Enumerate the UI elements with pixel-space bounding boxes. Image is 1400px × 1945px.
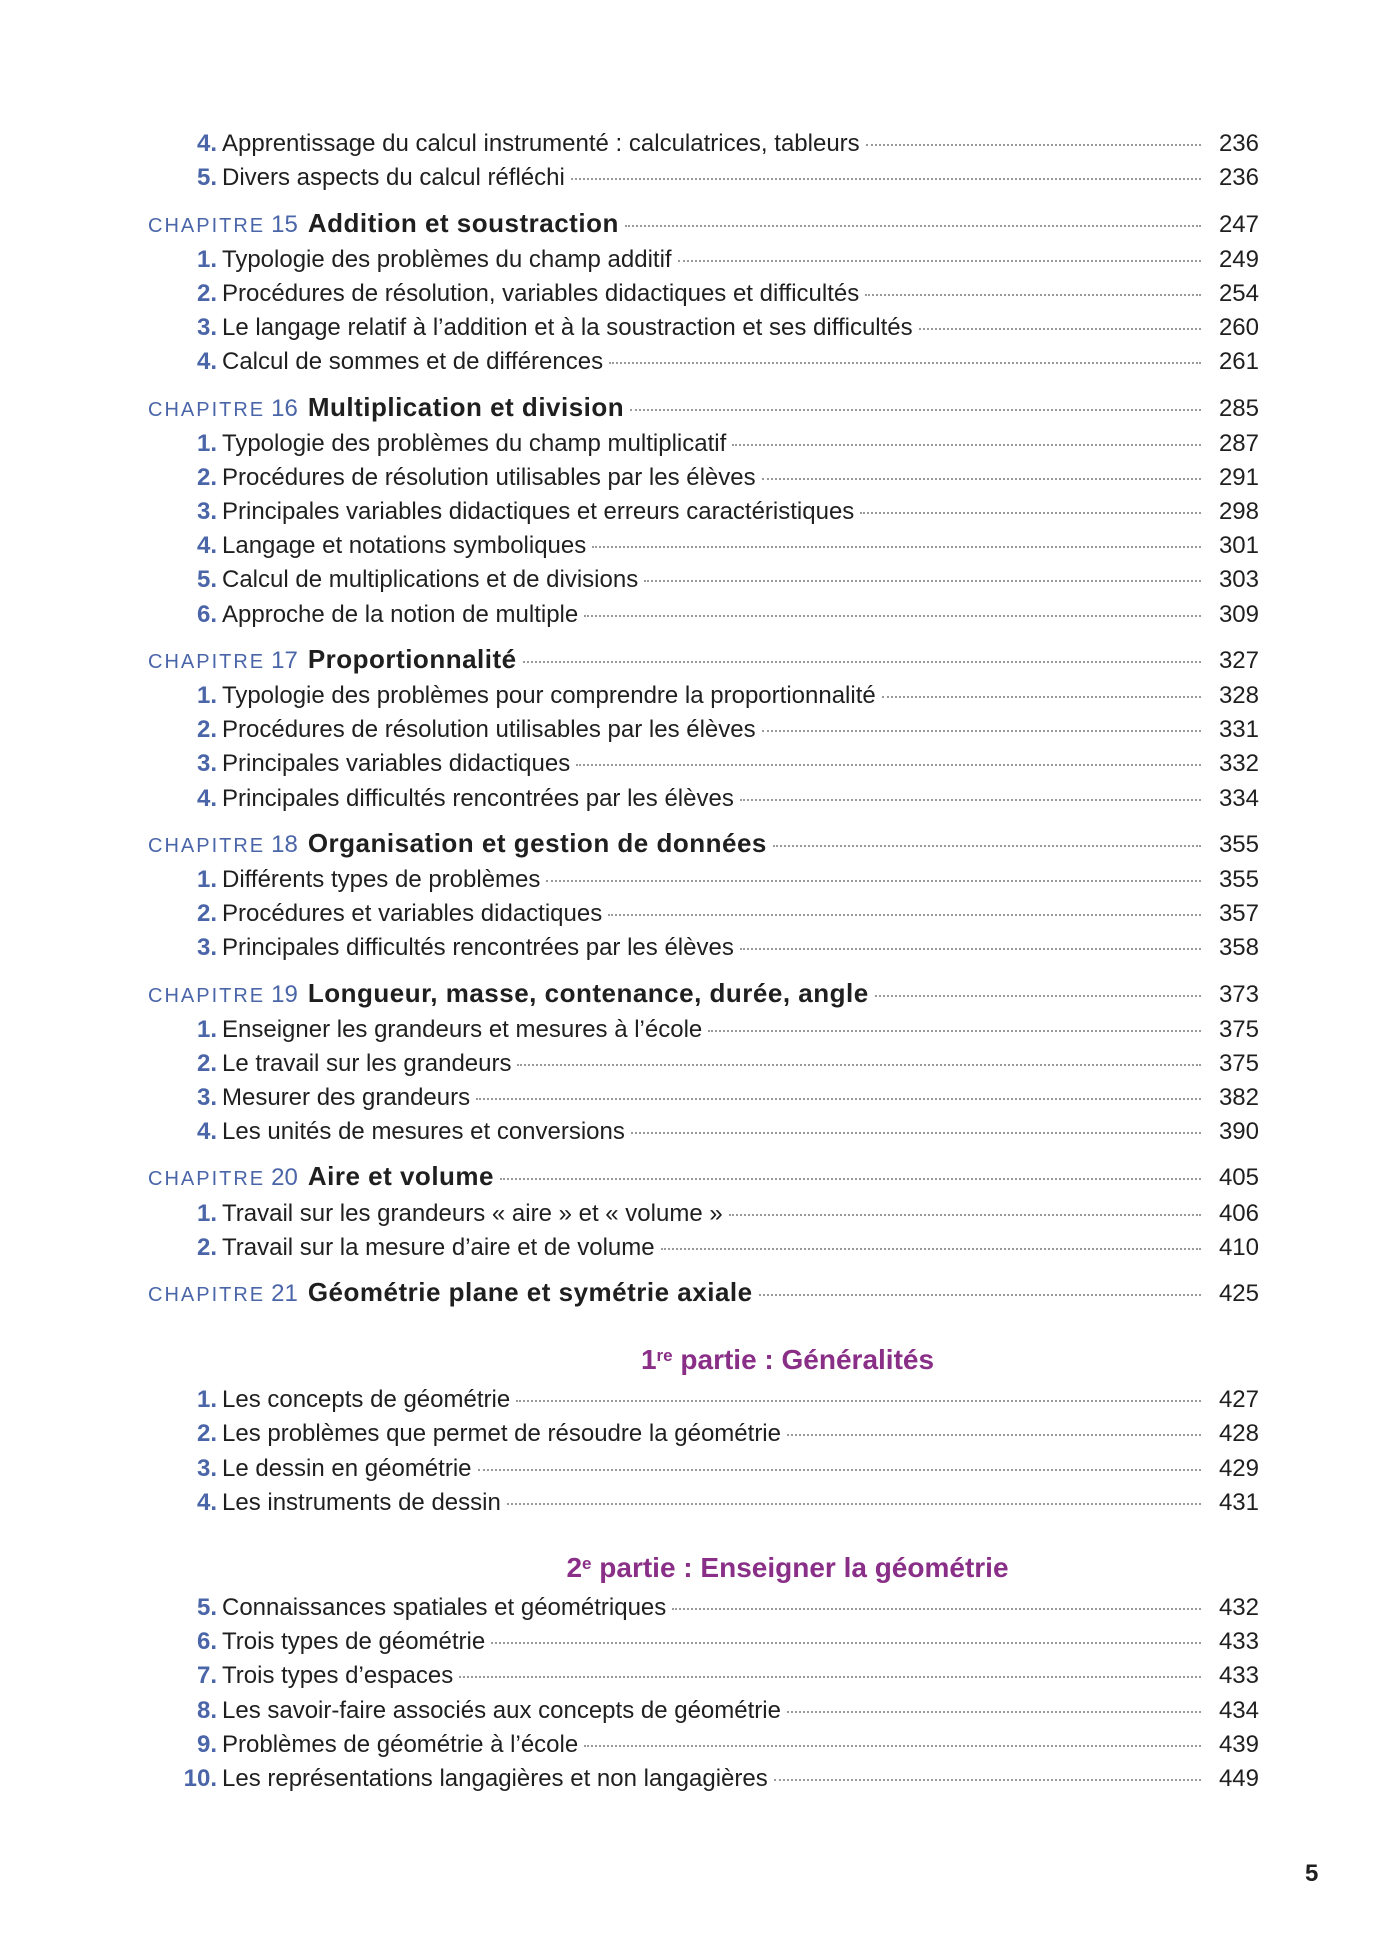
toc-item	[0, 781, 1400, 815]
item-number: 1.	[196, 1015, 217, 1043]
dot-leader	[584, 1745, 1201, 1747]
item-title: Connaissances spatiales et géométriques	[222, 1593, 667, 1621]
chapter-page: 405	[1218, 1164, 1259, 1192]
toc-item	[0, 243, 1400, 277]
item-page: 260	[1218, 314, 1259, 342]
item-page: 406	[1218, 1199, 1259, 1227]
toc-item	[0, 679, 1400, 713]
chapter-label: CHAPITRE	[148, 834, 266, 857]
item-title: Procédures de résolution, variables didactiques et difficultés	[222, 279, 860, 307]
item-page: 410	[1218, 1233, 1259, 1261]
chapter-number: 19	[271, 980, 298, 1008]
item-number: 4.	[196, 784, 217, 812]
toc-chapter	[0, 645, 1400, 679]
dot-leader	[762, 478, 1201, 480]
chapter-number: 16	[271, 394, 298, 422]
part-number: 2	[566, 1551, 583, 1583]
item-number: 1.	[196, 245, 217, 273]
item-number: 2.	[196, 1420, 217, 1448]
item-title: Travail sur les grandeurs « aire » et « volume »	[222, 1199, 723, 1227]
dot-leader	[678, 260, 1201, 262]
item-title: Procédures et variables didactiques	[222, 900, 603, 928]
toc-item	[0, 1383, 1400, 1417]
item-page: 331	[1218, 716, 1259, 744]
item-page: 254	[1218, 279, 1259, 307]
toc-item	[0, 127, 1400, 161]
item-title: Principales difficultés rencontrées par les élèves	[222, 784, 734, 812]
dot-leader	[630, 409, 1201, 411]
part-ordinal-suffix: e	[582, 1553, 592, 1573]
item-number: 6.	[196, 600, 217, 628]
item-number: 5.	[196, 164, 217, 192]
dot-leader	[523, 661, 1201, 663]
chapter-page: 285	[1218, 394, 1259, 422]
item-number: 4.	[196, 1118, 217, 1146]
chapter-label: CHAPITRE	[148, 650, 266, 673]
item-title: Apprentissage du calcul instrumenté : calculatrices, tableurs	[222, 130, 860, 158]
dot-leader	[787, 1434, 1201, 1436]
dot-leader	[644, 580, 1201, 582]
toc-chapter	[0, 392, 1400, 426]
toc-item	[0, 1451, 1400, 1485]
item-page: 433	[1218, 1628, 1259, 1656]
chapter-page: 247	[1218, 210, 1259, 238]
toc-item	[0, 1417, 1400, 1451]
item-number: 3.	[196, 314, 217, 342]
toc-item	[0, 427, 1400, 461]
dot-leader	[787, 1711, 1201, 1713]
dot-leader	[762, 730, 1201, 732]
toc-item	[0, 1196, 1400, 1230]
chapter-number: 20	[271, 1164, 298, 1192]
item-number: 3.	[196, 934, 217, 962]
chapter-label: CHAPITRE	[148, 1168, 266, 1191]
toc-item	[0, 863, 1400, 897]
item-title: Typologie des problèmes pour comprendre la proportionnalité	[222, 682, 876, 709]
dot-leader	[860, 512, 1201, 514]
item-page: 261	[1218, 348, 1259, 376]
item-page: 433	[1218, 1662, 1259, 1690]
item-number: 4.	[196, 348, 217, 376]
toc-item	[0, 1591, 1400, 1625]
toc-item	[0, 1231, 1400, 1265]
toc-item	[0, 713, 1400, 747]
item-page: 434	[1218, 1696, 1259, 1724]
chapter-title: Proportionnalité	[307, 643, 517, 674]
dot-leader	[491, 1642, 1201, 1644]
toc-item	[0, 1762, 1400, 1796]
toc-item	[0, 529, 1400, 563]
toc-item	[0, 597, 1400, 631]
item-title: Approche de la notion de multiple	[222, 600, 579, 628]
item-number: 3.	[196, 498, 217, 526]
toc-item	[0, 563, 1400, 597]
toc-item	[0, 897, 1400, 931]
item-page: 390	[1218, 1118, 1259, 1146]
item-page: 301	[1218, 532, 1259, 560]
item-title: Langage et notations symboliques	[222, 532, 587, 560]
dot-leader	[740, 948, 1201, 950]
item-number: 5.	[196, 566, 217, 594]
item-page: 427	[1218, 1386, 1259, 1414]
item-page: 432	[1218, 1593, 1259, 1621]
page-number: 5	[1305, 1860, 1319, 1887]
item-title: Différents types de problèmes	[222, 865, 541, 893]
item-title: Les savoir-faire associés aux concepts de géométrie	[222, 1696, 781, 1724]
item-page: 382	[1218, 1084, 1259, 1112]
item-number: 4.	[196, 1488, 217, 1516]
item-page: 449	[1218, 1764, 1259, 1792]
item-number: 2.	[196, 463, 217, 491]
item-page: 439	[1218, 1730, 1259, 1758]
item-title: Mesurer des grandeurs	[222, 1084, 471, 1112]
chapter-number: 15	[271, 210, 298, 238]
item-number: 8.	[196, 1696, 217, 1724]
dot-leader	[773, 845, 1201, 847]
item-page: 236	[1218, 130, 1259, 158]
dot-leader	[631, 1132, 1201, 1134]
dot-leader	[584, 615, 1201, 617]
item-title: Trois types d’espaces	[222, 1662, 454, 1690]
part-number: 1	[640, 1344, 657, 1375]
item-number: 1.	[196, 865, 217, 893]
toc-item	[0, 1693, 1400, 1727]
toc-chapter	[0, 208, 1400, 242]
dot-leader	[546, 880, 1201, 882]
toc-chapter	[0, 978, 1400, 1012]
item-number: 3.	[196, 1454, 217, 1482]
dot-leader	[609, 362, 1201, 364]
toc-item	[0, 345, 1400, 379]
dot-leader	[516, 1400, 1201, 1402]
part-title: partie : Enseigner la géométrie	[599, 1551, 1009, 1583]
item-number: 3.	[196, 1084, 217, 1112]
item-page: 431	[1218, 1488, 1259, 1516]
dot-leader	[608, 914, 1201, 916]
item-number: 4.	[196, 532, 217, 560]
toc-chapter	[0, 1278, 1400, 1312]
item-title: Les unités de mesures et conversions	[222, 1118, 625, 1146]
toc-item	[0, 161, 1400, 195]
item-number: 9.	[196, 1730, 217, 1758]
toc-item	[0, 1013, 1400, 1047]
dot-leader	[661, 1248, 1201, 1250]
dot-leader	[517, 1064, 1201, 1066]
chapter-label: CHAPITRE	[148, 398, 266, 421]
dot-leader	[592, 546, 1201, 548]
item-title: Les concepts de géométrie	[222, 1386, 511, 1414]
dot-leader	[919, 328, 1201, 330]
dot-leader	[459, 1676, 1201, 1678]
item-page: 429	[1218, 1454, 1259, 1482]
chapter-label: CHAPITRE	[148, 214, 266, 237]
item-title: Les instruments de dessin	[222, 1488, 501, 1516]
item-number: 1.	[196, 682, 217, 709]
table-of-contents	[0, 127, 1400, 1796]
item-page: 375	[1218, 1049, 1259, 1077]
item-title: Problèmes de géométrie à l’école	[222, 1730, 579, 1758]
item-number: 3.	[196, 750, 217, 778]
chapter-title: Longueur, masse, contenance, durée, angle	[307, 977, 869, 1008]
item-page: 236	[1218, 164, 1259, 192]
item-page: 355	[1218, 865, 1259, 893]
dot-leader	[708, 1030, 1201, 1032]
dot-leader	[571, 178, 1201, 180]
toc-item	[0, 495, 1400, 529]
toc-chapter	[0, 829, 1400, 863]
item-number: 1.	[196, 429, 217, 457]
item-page: 309	[1218, 600, 1259, 628]
dot-leader	[500, 1178, 1201, 1180]
dot-leader	[476, 1098, 1201, 1100]
chapter-label: CHAPITRE	[148, 1284, 266, 1306]
item-number: 2.	[196, 1049, 217, 1077]
dot-leader	[875, 995, 1201, 997]
item-title: Le travail sur les grandeurs	[222, 1049, 512, 1077]
item-number: 1.	[196, 1386, 217, 1414]
item-title: Calcul de multiplications et de divisions	[222, 566, 639, 594]
chapter-title: Aire et volume	[307, 1161, 494, 1192]
item-title: Le dessin en géométrie	[222, 1454, 472, 1482]
chapter-label: CHAPITRE	[148, 984, 266, 1007]
chapter-page: 327	[1218, 646, 1259, 674]
toc-item	[0, 1115, 1400, 1149]
toc-item	[0, 277, 1400, 311]
item-number: 5.	[196, 1593, 217, 1621]
item-page: 357	[1218, 900, 1259, 928]
item-page: 332	[1218, 750, 1259, 778]
chapter-title: Multiplication et division	[307, 391, 625, 422]
chapter-page: 355	[1218, 830, 1259, 858]
item-page: 358	[1218, 934, 1259, 962]
toc-item	[0, 1047, 1400, 1081]
dot-leader	[576, 764, 1201, 766]
item-page: 428	[1218, 1420, 1259, 1448]
chapter-page: 425	[1218, 1280, 1259, 1307]
dot-leader	[774, 1779, 1201, 1781]
toc-item	[0, 461, 1400, 495]
part-title: partie : Généralités	[680, 1344, 935, 1375]
dot-leader	[882, 696, 1201, 698]
toc-item	[0, 1081, 1400, 1115]
item-page: 249	[1218, 245, 1259, 273]
item-title: Procédures de résolution utilisables par les élèves	[222, 716, 756, 744]
dot-leader	[729, 1214, 1201, 1216]
item-page: 328	[1218, 682, 1259, 709]
toc-chapter	[0, 1162, 1400, 1196]
item-page: 298	[1218, 498, 1259, 526]
item-number: 1.	[196, 1199, 217, 1227]
item-number: 2.	[196, 716, 217, 744]
item-number: 2.	[196, 900, 217, 928]
toc-item	[0, 931, 1400, 965]
item-number: 2.	[196, 279, 217, 307]
item-title: Principales variables didactiques	[222, 750, 571, 778]
item-title: Procédures de résolution utilisables par les élèves	[222, 463, 756, 491]
dot-leader	[865, 294, 1201, 296]
item-page: 287	[1218, 429, 1259, 457]
chapter-title: Addition et soustraction	[307, 207, 619, 238]
item-page: 291	[1218, 463, 1259, 491]
toc-item	[0, 311, 1400, 345]
dot-leader	[759, 1294, 1201, 1296]
item-title: Typologie des problèmes du champ multiplicatif	[222, 429, 727, 457]
toc-item	[0, 747, 1400, 781]
dot-leader	[732, 444, 1201, 446]
part-heading	[0, 1342, 1400, 1378]
item-title: Travail sur la mesure d’aire et de volume	[222, 1233, 655, 1261]
item-title: Enseigner les grandeurs et mesures à l’école	[222, 1015, 703, 1043]
item-number: 10.	[183, 1764, 217, 1792]
chapter-number: 18	[271, 830, 298, 858]
item-title: Typologie des problèmes du champ additif	[222, 245, 672, 273]
item-number: 2.	[196, 1233, 217, 1261]
item-title: Le langage relatif à l’addition et à la soustraction et ses difficultés	[222, 314, 913, 342]
toc-item	[0, 1486, 1400, 1520]
dot-leader	[672, 1608, 1201, 1610]
item-title: Les représentations langagières et non langagières	[222, 1764, 768, 1792]
part-heading	[0, 1550, 1400, 1586]
dot-leader	[866, 144, 1201, 146]
item-title: Les problèmes que permet de résoudre la géométrie	[222, 1420, 781, 1448]
chapter-title: Organisation et gestion de données	[307, 827, 767, 858]
dot-leader	[625, 225, 1201, 227]
toc-item	[0, 1659, 1400, 1693]
item-title: Calcul de sommes et de différences	[222, 348, 604, 376]
chapter-number: 17	[271, 646, 298, 674]
toc-item	[0, 1728, 1400, 1762]
item-title: Principales variables didactiques et erreurs caractéristiques	[222, 498, 855, 526]
item-title: Trois types de géométrie	[222, 1628, 486, 1656]
part-ordinal-suffix: re	[656, 1346, 673, 1365]
item-title: Divers aspects du calcul réfléchi	[222, 164, 565, 192]
item-number: 4.	[196, 130, 217, 158]
chapter-page: 373	[1218, 980, 1259, 1008]
item-number: 7.	[196, 1662, 217, 1690]
item-page: 375	[1218, 1015, 1259, 1043]
chapter-number: 21	[271, 1280, 298, 1307]
item-title: Principales difficultés rencontrées par les élèves	[222, 934, 734, 962]
dot-leader	[507, 1503, 1201, 1505]
dot-leader	[478, 1469, 1202, 1471]
chapter-title: Géométrie plane et symétrie axiale	[307, 1277, 753, 1307]
dot-leader	[740, 799, 1201, 801]
toc-item	[0, 1625, 1400, 1659]
item-page: 334	[1218, 784, 1259, 812]
item-page: 303	[1218, 566, 1259, 594]
item-number: 6.	[196, 1628, 217, 1656]
